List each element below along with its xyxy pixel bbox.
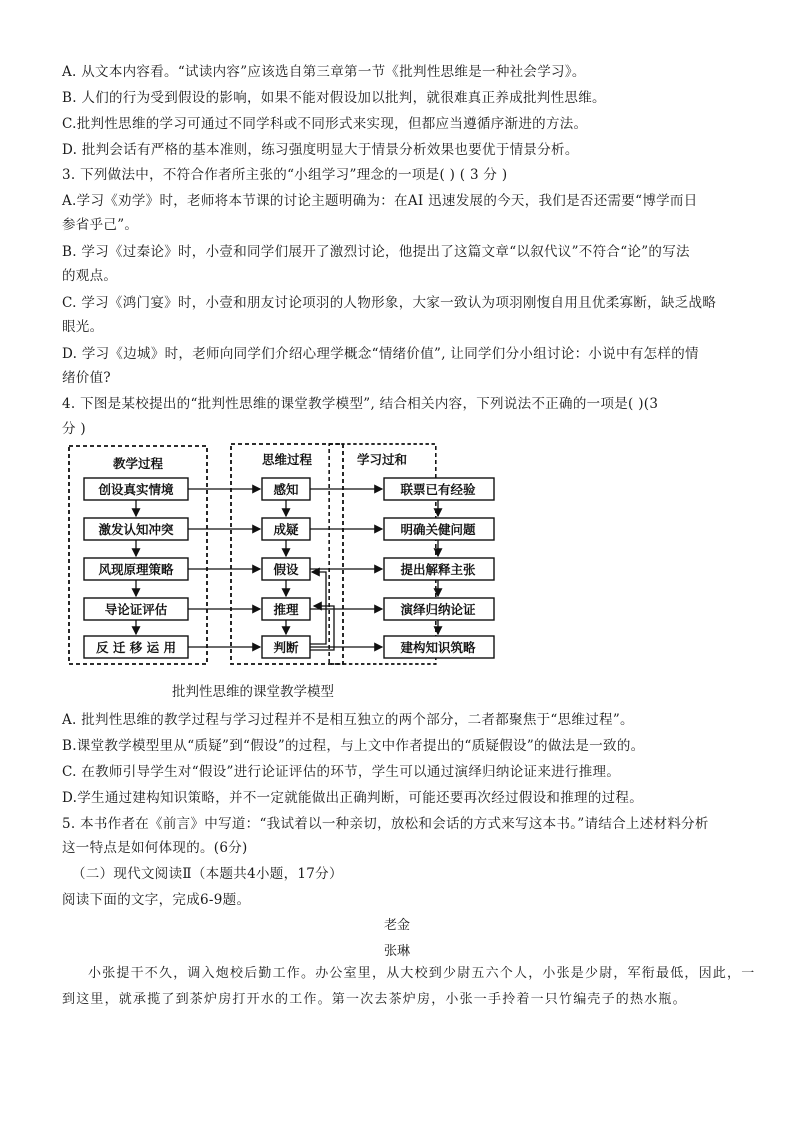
story-paragraph: 小张提干不久，调入炮校后勤工作。办公室里，从大校到少尉五六个人，小张是少尉，军衔最低，因此，一到这里，就承揽了到茶炉房打开水的工作。第一次去茶炉房，小张一手拎着一只竹编壳子的热水瓶。 <box>62 966 756 1007</box>
teaching-model-diagram <box>66 440 476 668</box>
q3-option-d-line1: D. 学习《边城》时，老师向同学们介绍心理学概念“情绪价值”, 让同学们分小组讨论：小说中有怎样的情 <box>62 346 699 362</box>
q4-stem-line2: 分 ) <box>62 421 86 437</box>
q5-line2: 这一特点是如何体现的。(6分) <box>62 840 248 856</box>
col-teaching-step: 反 迁 移 运 用 <box>96 640 176 655</box>
col-thinking-step: 判断 <box>273 640 299 655</box>
col-thinking-step: 推理 <box>273 602 299 617</box>
q4-stem-line1: 4. 下图是某校提出的“批判性思维的课堂教学模型”, 结合相关内容，下列说法不正确的一项是( )(3 <box>62 396 659 412</box>
col-teaching-step: 风现原理策略 <box>98 562 174 577</box>
col-teaching-step: 导论证评估 <box>104 602 168 617</box>
q3-option-c-line2: 眼光。 <box>62 319 104 335</box>
col-learning-step: 演绎归纳论证 <box>400 602 476 617</box>
diagram-caption: 批判性思维的课堂教学模型 <box>172 684 334 700</box>
story-title: 老金 <box>383 918 410 933</box>
q3-option-c-line1: C. 学习《鸿门宴》时，小壹和朋友讨论项羽的人物形象，大家一致认为项羽刚愎自用且优柔寡断，缺乏战略 <box>62 295 717 311</box>
q3-stem: 3. 下列做法中，不符合作者所主张的“小组学习”理念的一项是( ) ( 3 分 ) <box>62 167 508 183</box>
col-learning-step: 建构知识筑略 <box>400 640 476 655</box>
section-heading: （二）现代文阅读Ⅱ（本题共4小题，17分） <box>72 866 343 882</box>
q3-option-b-line1: B. 学习《过秦论》时，小壹和同学们展开了激烈讨论，他提出了这篇文章“以叙代议”不符合“论”的写法 <box>62 244 690 260</box>
q4-option-b: B.课堂教学模型里从“质疑”到“假设”的过程，与上文中作者提出的“质疑假设”的做法是一致的。 <box>62 738 645 754</box>
q4-option-d: D.学生通过建构知识策略，并不一定就能做出正确判断，可能还要再次经过假设和推理的过程。 <box>62 790 644 806</box>
col-learning-title: 学习过和 <box>356 452 408 467</box>
col-learning-step: 明确关健问题 <box>400 522 476 537</box>
col-thinking-step: 感知 <box>273 482 299 497</box>
col-learning-step: 联票已有经验 <box>400 482 476 497</box>
q2-option-a: A. 从文本内容看。“试读内容”应该选自第三章第一节《批判性思维是一种社会学习》。 <box>62 64 586 80</box>
q2-option-b: B. 人们的行为受到假设的影响，如果不能对假设加以批判，就很难真正养成批判性思维。 <box>62 90 606 106</box>
col-thinking-title: 思维过程 <box>261 452 313 467</box>
col-learning-frame <box>329 444 436 664</box>
col-teaching-step: 创设真实情境 <box>98 482 174 497</box>
story-author: 张琳 <box>383 944 410 959</box>
q3-option-a-line2: 参省乎己”。 <box>62 217 139 233</box>
q2-option-d: D. 批判会话有严格的基本准则，练习强度明显大于情景分析效果也要优于情景分析。 <box>62 142 579 158</box>
col-learning-step: 提出解释主张 <box>400 562 476 577</box>
q3-option-d-line2: 绪价值? <box>62 370 111 386</box>
col-thinking-step: 假设 <box>273 562 299 577</box>
reading-instruction: 阅读下面的文字，完成6-9题。 <box>62 892 251 908</box>
q4-option-c: C. 在教师引导学生对“假设”进行论证评估的环节，学生可以通过演绎归纳论证来进行推理。 <box>62 764 621 780</box>
q5-line1: 5. 本书作者在《前言》中写道：“我试着以一种亲切，放松和会话的方式来写这本书。”请结合上述材料分析 <box>62 816 709 832</box>
col-teaching-title: 教学过程 <box>112 456 164 471</box>
q4-option-a: A. 批判性思维的教学过程与学习过程并不是相互独立的两个部分，二者都聚焦于“思维过程”。 <box>62 712 634 728</box>
col-teaching-step: 激发认知冲突 <box>98 522 174 537</box>
q3-option-b-line2: 的观点。 <box>62 268 118 284</box>
q3-option-a-line1: A.学习《劝学》时，老师将本节课的讨论主题明确为：在AI 迅速发展的今天，我们是否还需要“博学而日 <box>62 193 698 209</box>
col-thinking-step: 成疑 <box>273 522 299 537</box>
q2-option-c: C.批判性思维的学习可通过不同学科或不同形式来实现，但都应当遵循序渐进的方法。 <box>62 116 588 132</box>
